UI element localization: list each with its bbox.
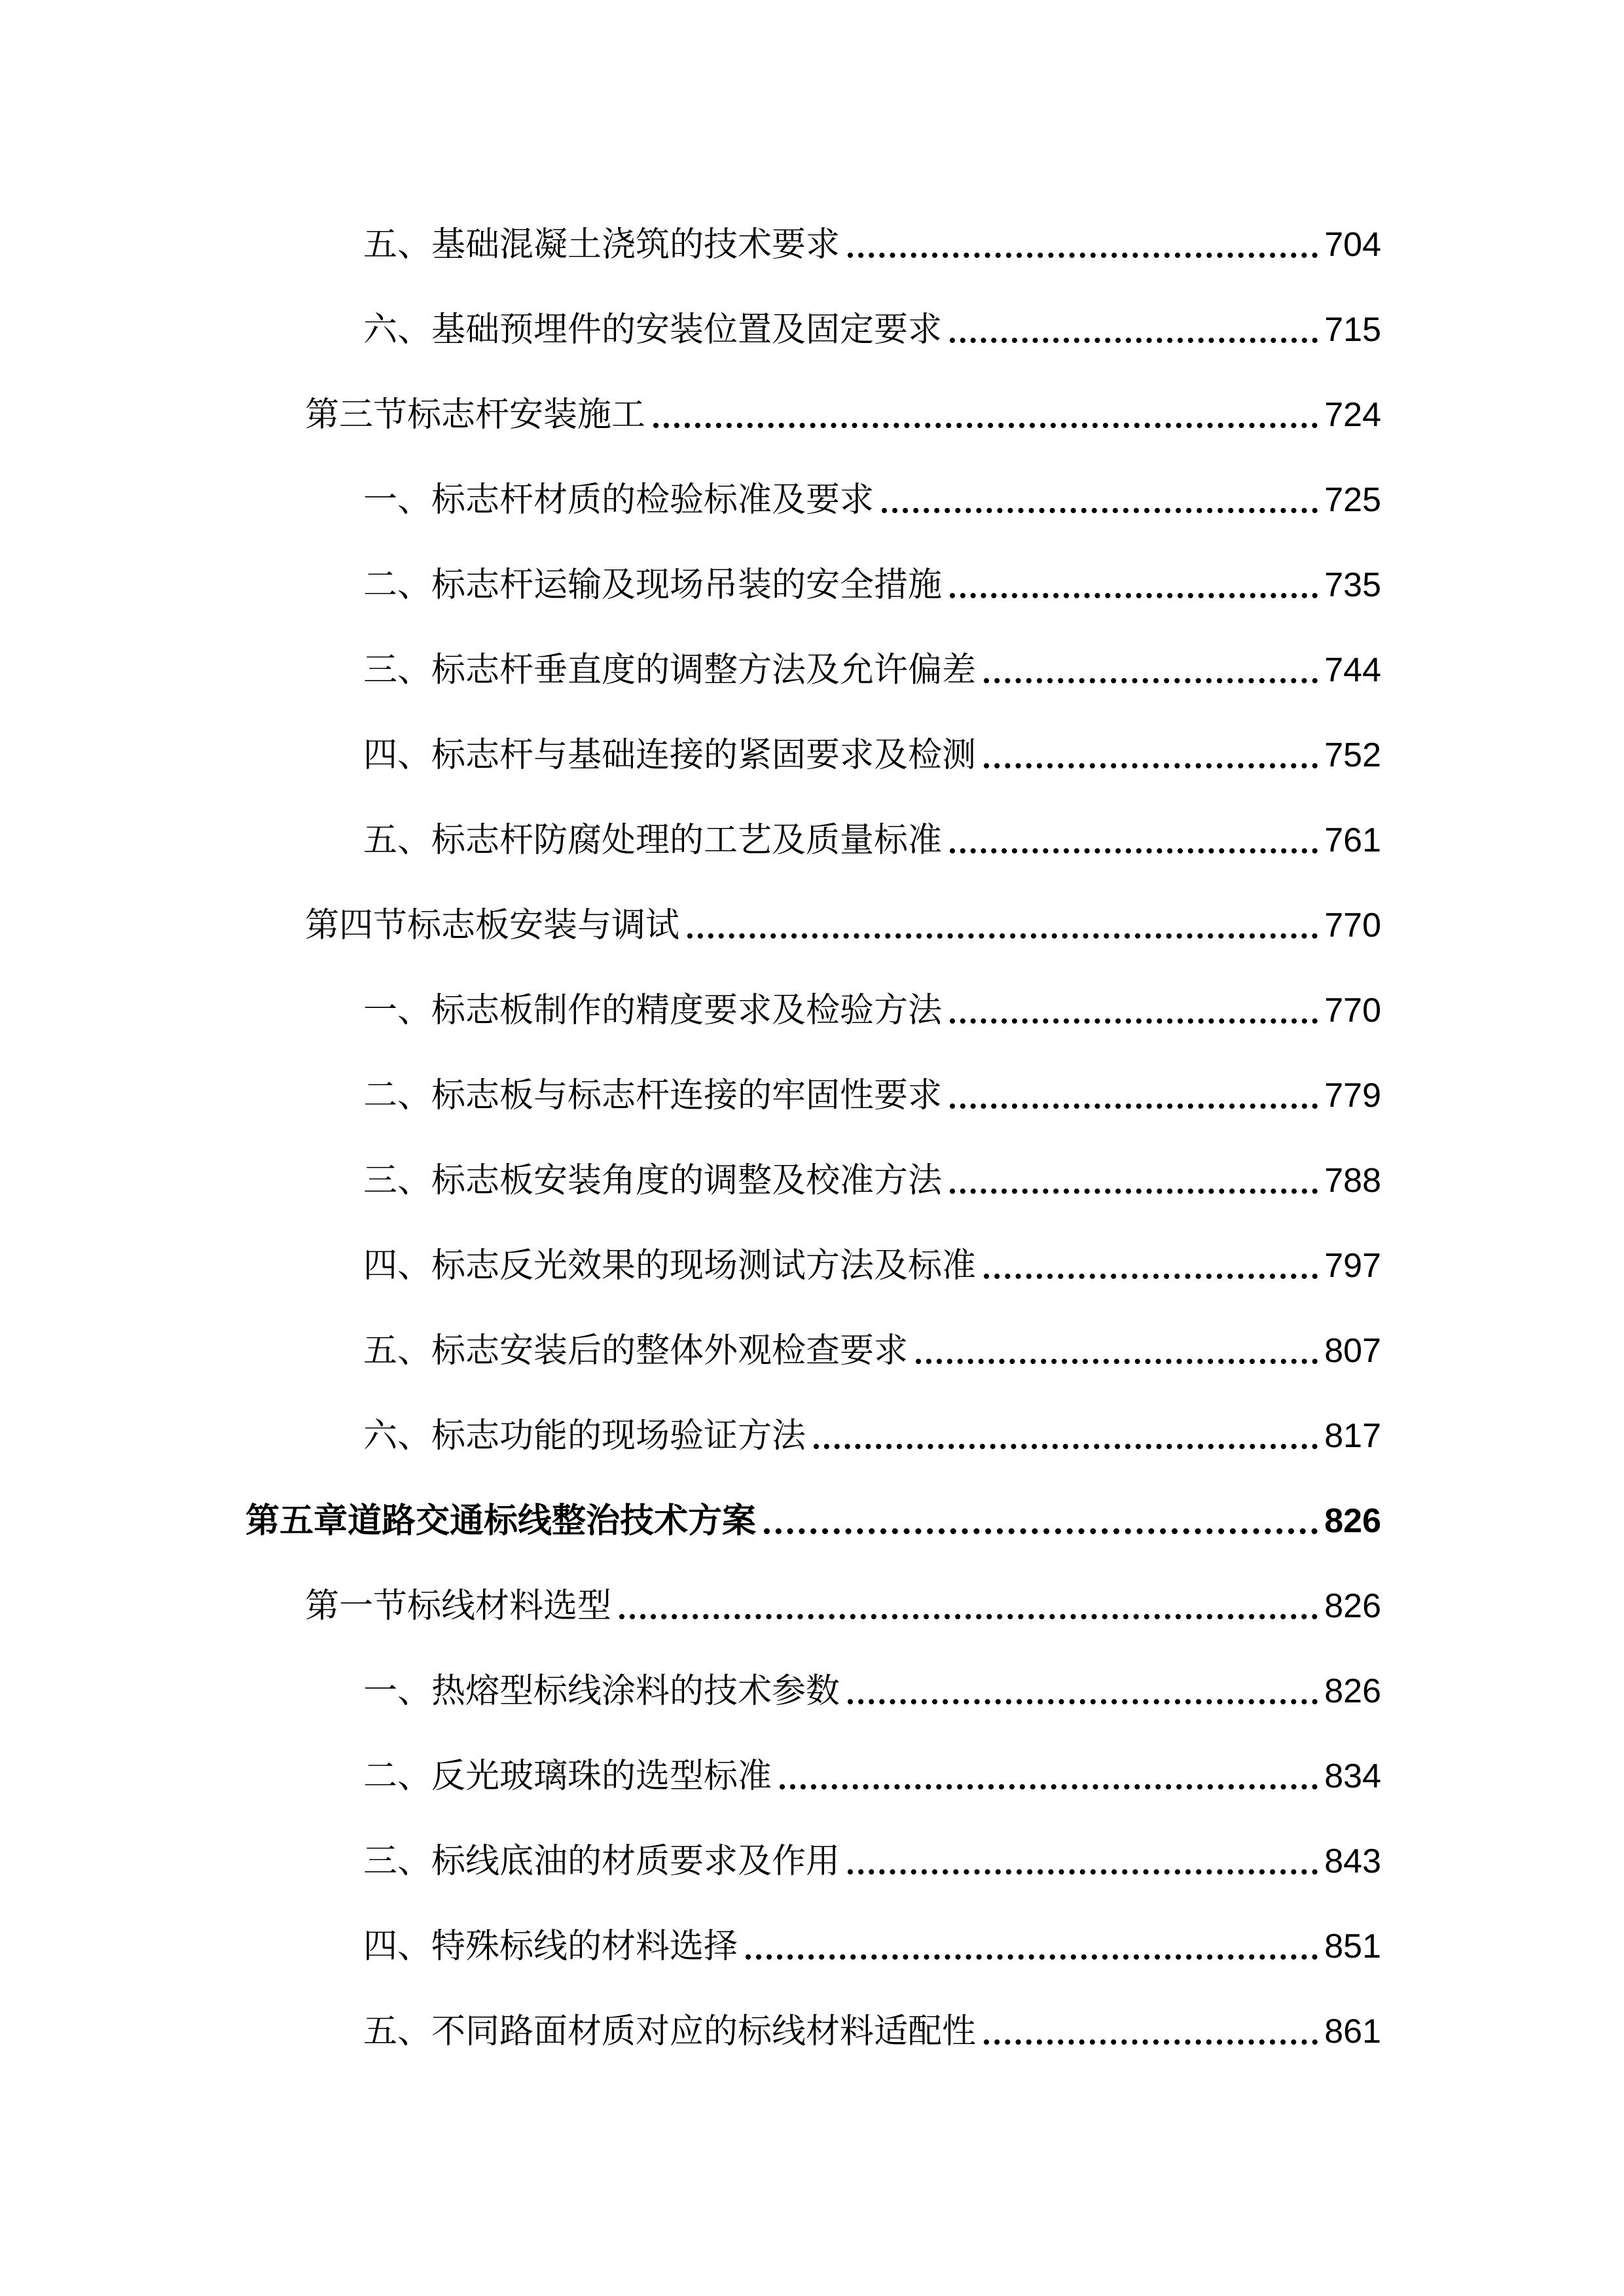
toc-entry-section[interactable] — [363, 1721, 1381, 1796]
toc-entry-section[interactable] — [363, 956, 1381, 1028]
toc-entry-page: 834 — [1324, 1757, 1381, 1795]
toc-entry-section[interactable] — [363, 275, 1381, 350]
toc-entry-section[interactable] — [363, 785, 1381, 860]
toc-entry-section[interactable] — [363, 1126, 1381, 1198]
toc-entry-page: 725 — [1324, 481, 1381, 519]
dot-leader — [619, 1614, 1318, 1619]
dot-leader — [764, 1528, 1318, 1534]
dot-leader — [950, 848, 1318, 853]
toc-entry-section[interactable] — [363, 1041, 1381, 1113]
toc-entry-page: 744 — [1324, 651, 1381, 689]
toc-entry-section[interactable] — [363, 615, 1381, 690]
toc-entry-page: 788 — [1324, 1162, 1381, 1200]
toc-entry-title: 四、特殊标线的材料选择 — [363, 1927, 738, 1966]
toc-entry-chapter[interactable] — [245, 1466, 1381, 1541]
dot-leader — [984, 678, 1318, 683]
toc-entry-title: 三、标志杆垂直度的调整方法及允许偏差 — [363, 651, 977, 690]
dot-leader — [687, 933, 1318, 939]
toc-entry-section[interactable] — [363, 190, 1381, 262]
toc-entry-page: 826 — [1324, 1587, 1381, 1625]
toc-entry-section[interactable] — [363, 445, 1381, 520]
toc-entry-title: 第三节标志杆安装施工 — [305, 395, 646, 435]
dot-leader — [950, 593, 1318, 598]
toc-entry-subchapter[interactable] — [305, 1551, 1381, 1626]
dot-leader — [848, 1699, 1318, 1704]
dot-leader — [950, 1018, 1318, 1024]
toc-entry-title: 五、基础混凝土浇筑的技术要求 — [363, 225, 840, 264]
toc-entry-title: 二、标志杆运输及现场吊装的安全措施 — [363, 565, 943, 605]
dot-leader — [950, 338, 1318, 343]
toc-entry-title: 五、标志安装后的整体外观检查要求 — [363, 1331, 909, 1371]
toc-entry-page: 724 — [1324, 396, 1381, 434]
dot-leader — [984, 2039, 1318, 2045]
toc-entry-section[interactable] — [363, 1296, 1381, 1371]
toc-entry-title: 六、基础预埋件的安装位置及固定要求 — [363, 310, 943, 350]
dot-leader — [882, 508, 1318, 513]
toc-entry-section[interactable] — [363, 1806, 1381, 1881]
toc-entry-subchapter[interactable] — [305, 360, 1381, 435]
toc-entry-title: 四、标志反光效果的现场测试方法及标准 — [363, 1246, 977, 1285]
toc-entry-title: 五、不同路面材质对应的标线材料适配性 — [363, 2012, 977, 2051]
toc-entry-page: 770 — [1324, 992, 1381, 1030]
toc-entry-title: 一、标志杆材质的检验标准及要求 — [363, 480, 875, 520]
toc-entry-section[interactable] — [363, 1977, 1381, 2049]
toc-entry-title: 一、标志板制作的精度要求及检验方法 — [363, 991, 943, 1030]
toc-entry-page: 817 — [1324, 1417, 1381, 1455]
toc-entry-title: 三、标线底油的材质要求及作用 — [363, 1842, 840, 1881]
toc-entry-page: 851 — [1324, 1928, 1381, 1965]
toc-entry-page: 752 — [1324, 736, 1381, 774]
toc-entry-page: 770 — [1324, 906, 1381, 944]
dot-leader — [848, 1869, 1318, 1874]
toc-entry-page: 826 — [1324, 1672, 1381, 1710]
toc-entry-title: 第四节标志板安装与调试 — [305, 906, 680, 945]
toc-entry-title: 六、标志功能的现场验证方法 — [363, 1416, 806, 1456]
toc-entry-section[interactable] — [363, 1892, 1381, 1964]
toc-entry-page: 735 — [1324, 566, 1381, 604]
dot-leader — [780, 1784, 1318, 1789]
toc-entry-subchapter[interactable] — [305, 870, 1381, 945]
toc-entry-page: 861 — [1324, 2013, 1381, 2051]
dot-leader — [984, 763, 1318, 768]
dot-leader — [848, 253, 1318, 258]
toc-entry-section[interactable] — [363, 1636, 1381, 1711]
toc-entry-title: 三、标志板安装角度的调整及校准方法 — [363, 1161, 943, 1200]
toc-entry-page: 797 — [1324, 1247, 1381, 1285]
toc-entry-title: 二、反光玻璃珠的选型标准 — [363, 1757, 772, 1796]
dot-leader — [814, 1444, 1318, 1449]
toc-entry-section[interactable] — [363, 530, 1381, 605]
toc-entry-section[interactable] — [363, 1211, 1381, 1283]
toc-entry-page: 843 — [1324, 1842, 1381, 1880]
toc-entry-page: 779 — [1324, 1077, 1381, 1115]
toc-entry-title: 五、标志杆防腐处理的工艺及质量标准 — [363, 821, 943, 860]
toc-entry-page: 826 — [1324, 1502, 1381, 1540]
dot-leader — [984, 1274, 1318, 1279]
dot-leader — [950, 1189, 1318, 1194]
toc-entry-title: 二、标志板与标志杆连接的牢固性要求 — [363, 1076, 943, 1115]
toc-entry-page: 761 — [1324, 821, 1381, 859]
dot-leader — [653, 423, 1318, 428]
toc-entry-page: 704 — [1324, 226, 1381, 264]
toc-entry-title: 第五章道路交通标线整治技术方案 — [245, 1501, 757, 1541]
toc-entry-page: 715 — [1324, 311, 1381, 349]
toc-entry-section[interactable] — [363, 1381, 1381, 1456]
toc-entry-title: 第一节标线材料选型 — [305, 1587, 612, 1626]
dot-leader — [916, 1359, 1318, 1364]
dot-leader — [950, 1103, 1318, 1109]
toc-entry-title: 一、热熔型标线涂料的技术参数 — [363, 1672, 840, 1711]
toc-entry-section[interactable] — [363, 700, 1381, 775]
dot-leader — [746, 1954, 1318, 1960]
toc-entry-title: 四、标志杆与基础连接的紧固要求及检测 — [363, 736, 977, 775]
toc-entry-page: 807 — [1324, 1332, 1381, 1370]
